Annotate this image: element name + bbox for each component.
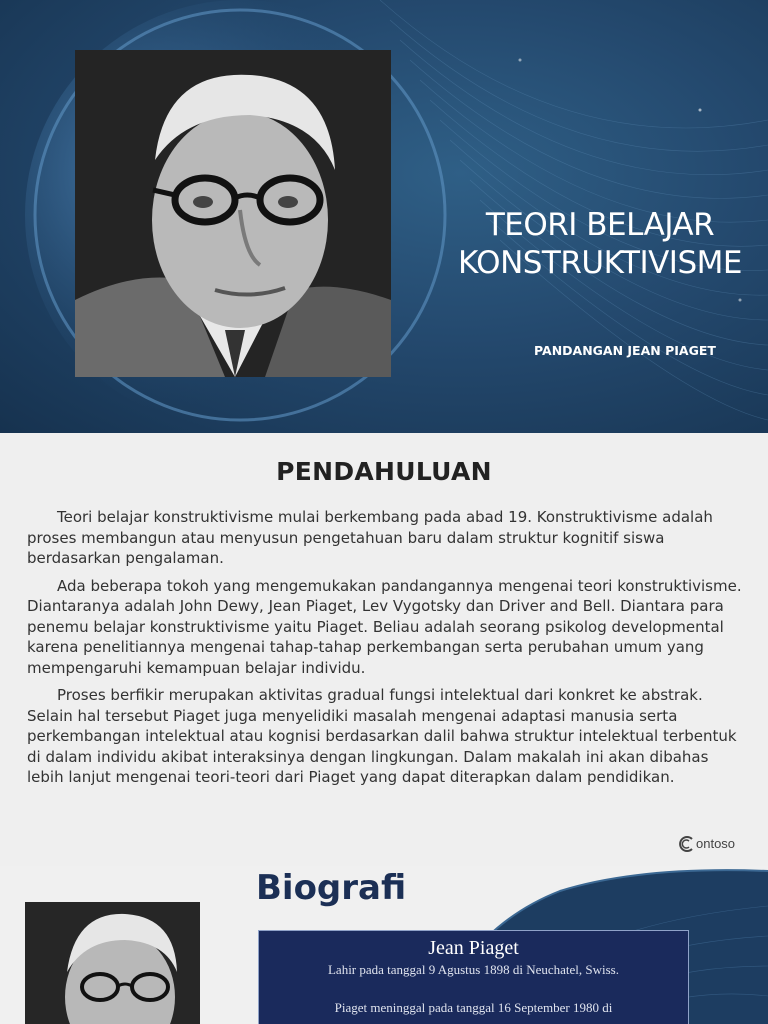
title-slide — [0, 0, 768, 433]
section-heading: PENDAHULUAN — [276, 457, 492, 486]
contoso-logo-icon — [678, 835, 696, 853]
death-info: Piaget meninggal pada tanggal 16 September 1980 di — [334, 1000, 613, 1015]
biography-name: Jean Piaget — [428, 937, 519, 959]
birth-info: Lahir pada tanggal 9 Agustus 1898 di Neuchatel, Swiss. — [327, 962, 619, 977]
contoso-logo — [678, 835, 735, 853]
portrait-photo — [75, 50, 391, 377]
paragraph: Ada beberapa tokoh yang mengemukakan pandangannya mengenai teori konstruktivisme. Diantaranya adalah John Dewy, Jean Piaget, Lev Vygotsky dan Driver and Bell. Diantara para penemu belajar konstruktivisme yaitu Piaget. Beliau adalah seorang psikolog developmental karena penelitiannya mengenai tahap-tahap perkembangan serta perubahan umum yang mempengaruhi kemampuan belajar individu. — [27, 576, 742, 677]
introduction-body — [27, 507, 747, 795]
presentation-title: TEORI BELAJAR KONSTRUKTIVISME — [458, 207, 742, 281]
introduction-slide — [0, 433, 768, 866]
paragraph: Teori belajar konstruktivisme mulai berkembang pada abad 19. Konstruktivisme adalah proses membangun atau menyusun pengetahuan baru dalam struktur kognitif siswa berdasarkan pengalaman. — [27, 508, 713, 567]
contoso-logo-text: ontoso — [696, 836, 736, 851]
portrait-photo — [25, 902, 200, 1024]
biography-info-box — [258, 930, 689, 1024]
biography-slide — [0, 866, 768, 1024]
biography-heading: Biografi — [256, 868, 407, 908]
paragraph: Proses berfikir merupakan aktivitas gradual fungsi intelektual dari konkret ke abstrak. Selain hal tersebut Piaget juga menyelidiki masalah mengenai adaptasi manusia serta perkembangan intelektual atau kognisi berdasarkan dalil bahwa struktur intelektual terbentuk di dalam individu akibat interaksinya dengan lingkungan. Dalam makalah ini akan dibahas lebih lanjut mengenai teori-teori dari Piaget yang dapat diterapkan dalam pendidikan. — [27, 686, 737, 786]
presentation-subtitle: PANDANGAN JEAN PIAGET — [534, 343, 716, 358]
